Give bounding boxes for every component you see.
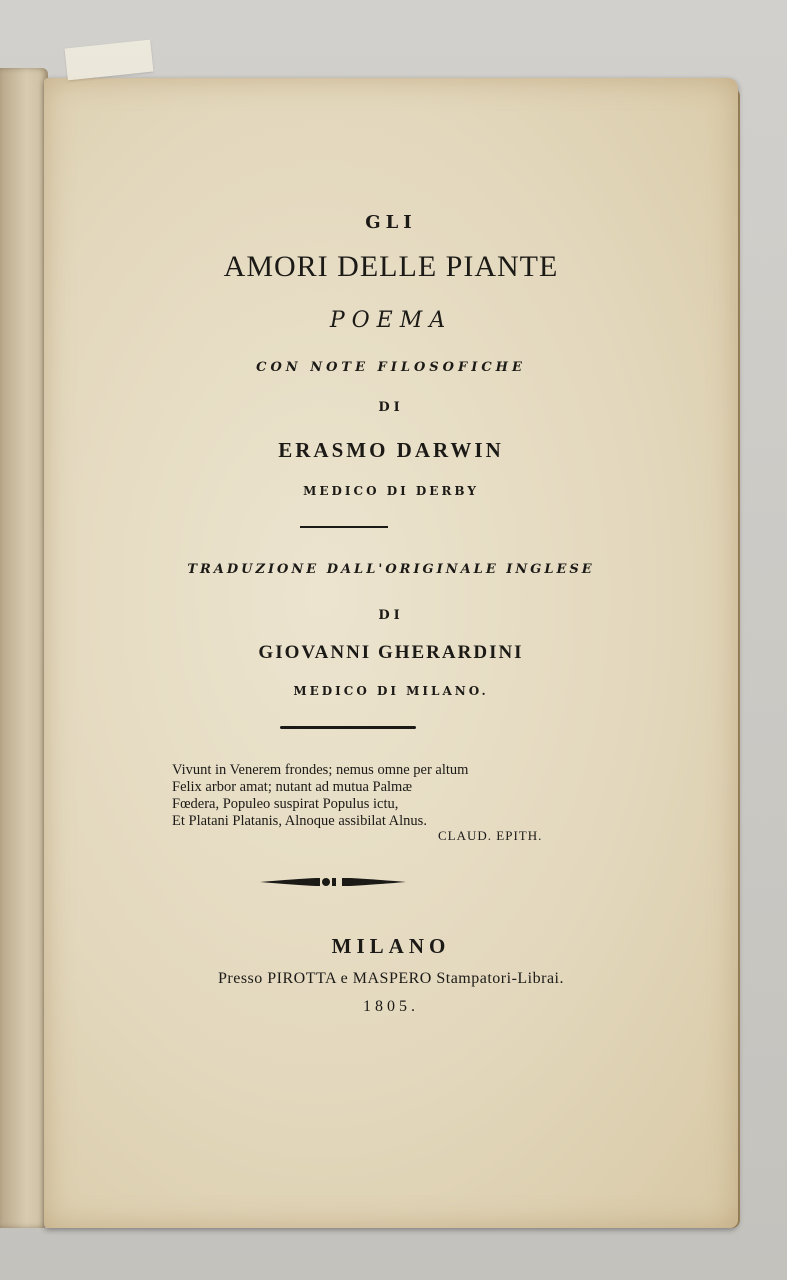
imprint-city: MILANO [331, 934, 451, 958]
author-role: MEDICO DI DERBY [303, 484, 479, 498]
epigraph [172, 762, 612, 830]
book-title: AMORI DELLE PIANTE [223, 250, 559, 283]
by-label: DI [378, 400, 404, 415]
imprint-year: 1805. [363, 998, 419, 1015]
epigraph-line: Fœdera, Populeo suspirat Populus ictu, [172, 796, 399, 812]
book-subtitle: CON NOTE FILOSOFICHE [256, 360, 526, 375]
ornament-icon [260, 874, 406, 890]
translator-role: MEDICO DI MILANO. [293, 684, 489, 698]
imprint-publisher: Presso PIROTTA e MASPERO Stampatori-Librai. [218, 970, 564, 987]
facing-page-edge [0, 68, 48, 1228]
author-name: ERASMO DARWIN [278, 438, 504, 462]
translation-note: TRADUZIONE DALL'ORIGINALE INGLESE [187, 562, 595, 577]
book-genre: POEMA [329, 308, 453, 333]
title-prefix: GLI [365, 212, 417, 233]
translator-name: GIOVANNI GHERARDINI [258, 642, 524, 663]
epigraph-line: Et Platani Platanis, Alnoque assibilat Alnus. [172, 813, 427, 829]
epigraph-line: Felix arbor amat; nutant ad mutua Palmæ [172, 779, 413, 795]
title-page-content [44, 78, 738, 1228]
epigraph-attribution: CLAUD. EPITH. [438, 828, 543, 843]
divider-rule-tapered [280, 726, 416, 729]
divider-rule [300, 526, 388, 528]
translator-by-label: DI [378, 608, 404, 623]
epigraph-line: Vivunt in Venerem frondes; nemus omne per altum [172, 762, 469, 778]
